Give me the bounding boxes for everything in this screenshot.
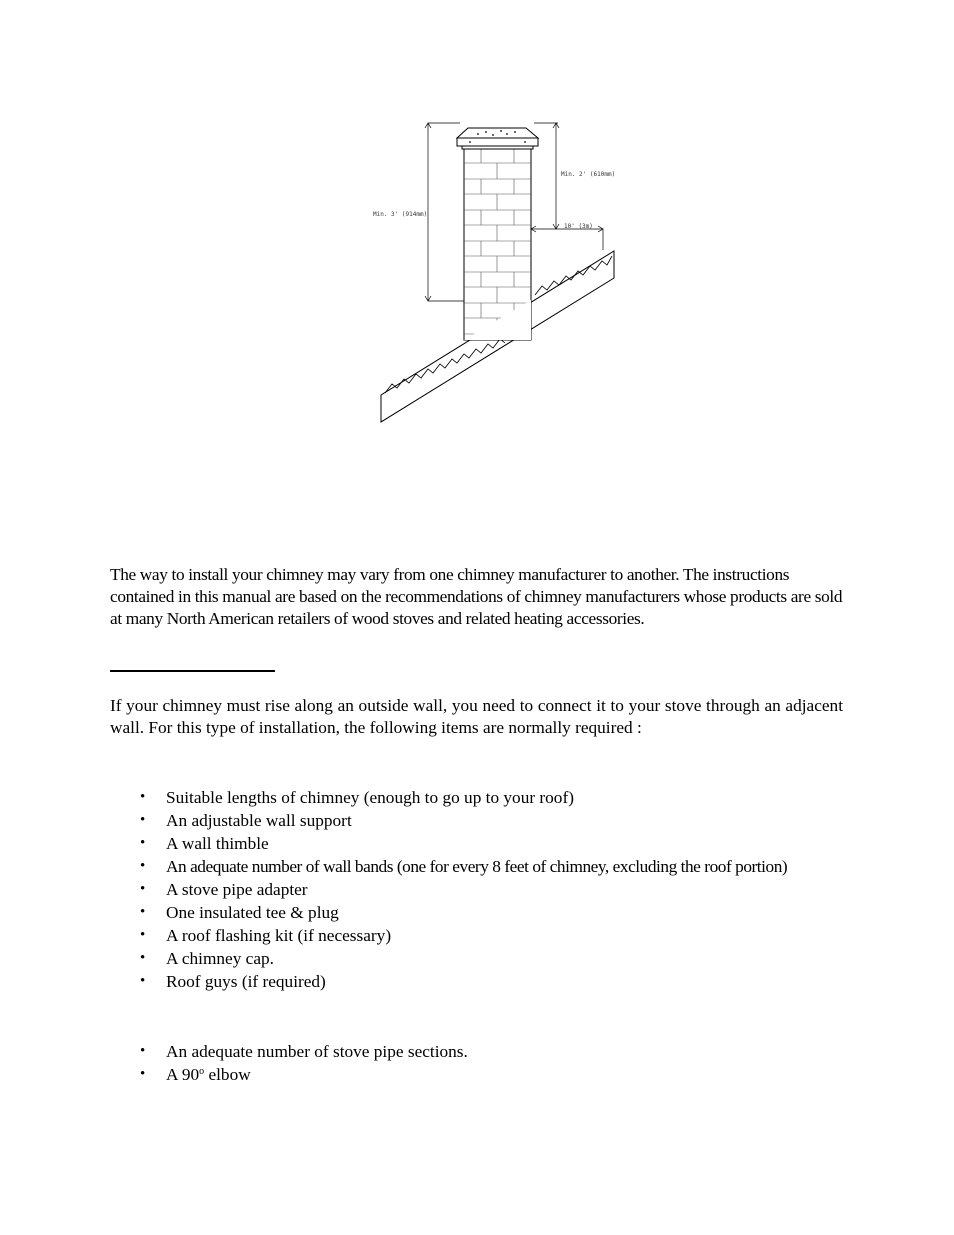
bullet-icon: •	[140, 927, 146, 943]
chimney-cap	[457, 128, 538, 149]
bullet-icon: •	[140, 789, 146, 805]
list-item: • An adjustable wall support	[140, 811, 352, 830]
list-item: • A 90$^o$ elbow	[140, 1065, 251, 1084]
list-item: • One insulated tee & plug	[140, 903, 339, 922]
list-item: • A stove pipe adapter	[140, 880, 308, 899]
dimension-label-min-3ft: Min. 3' (914mm)	[373, 211, 428, 218]
intro-paragraph: The way to install your chimney may vary from one chimney manufacturer to another. The instructions contained in this manual are based on the recommendations of chimney manufacturers whose products are sold at many North American retailers of wood stoves and related heating accessories.	[110, 565, 843, 628]
bullet-icon: •	[140, 950, 146, 966]
chimney-items-list	[0, 786, 787, 993]
bullet-icon: •	[140, 1066, 146, 1082]
section-heading-underline	[110, 670, 275, 672]
bullet-icon: •	[140, 973, 146, 989]
dimension-label-min-2ft: Min. 2' (610mm)	[561, 171, 616, 178]
list-item: • An adequate number of stove pipe sections.	[140, 1042, 468, 1061]
stovepipe-items-list	[0, 1040, 468, 1086]
list-item: • A roof flashing kit (if necessary)	[140, 926, 392, 945]
list-item: • An adequate number of wall bands (one for every 8 feet of chimney, excluding the roof portion)	[140, 857, 788, 876]
bullet-icon: •	[140, 904, 146, 920]
chimney-body	[464, 148, 531, 340]
list-item: • A chimney cap.	[140, 949, 274, 968]
dimension-label-10ft: 10' (3m)	[564, 223, 593, 230]
chimney-clearance-diagram	[0, 0, 954, 440]
outside-wall-paragraph: If your chimney must rise along an outside wall, you need to connect it to your stove through an adjacent wall. For this type of installation, the following items are normally required :	[110, 696, 843, 737]
list-item: • A wall thimble	[140, 834, 269, 853]
bullet-icon: •	[140, 1043, 146, 1059]
list-item: • Roof guys (if required)	[140, 972, 326, 991]
bullet-icon: •	[140, 881, 146, 897]
bullet-icon: •	[140, 858, 145, 874]
bullet-icon: •	[140, 835, 146, 851]
bullet-icon: •	[140, 812, 146, 828]
list-item: • Suitable lengths of chimney (enough to go up to your roof)	[140, 788, 574, 807]
